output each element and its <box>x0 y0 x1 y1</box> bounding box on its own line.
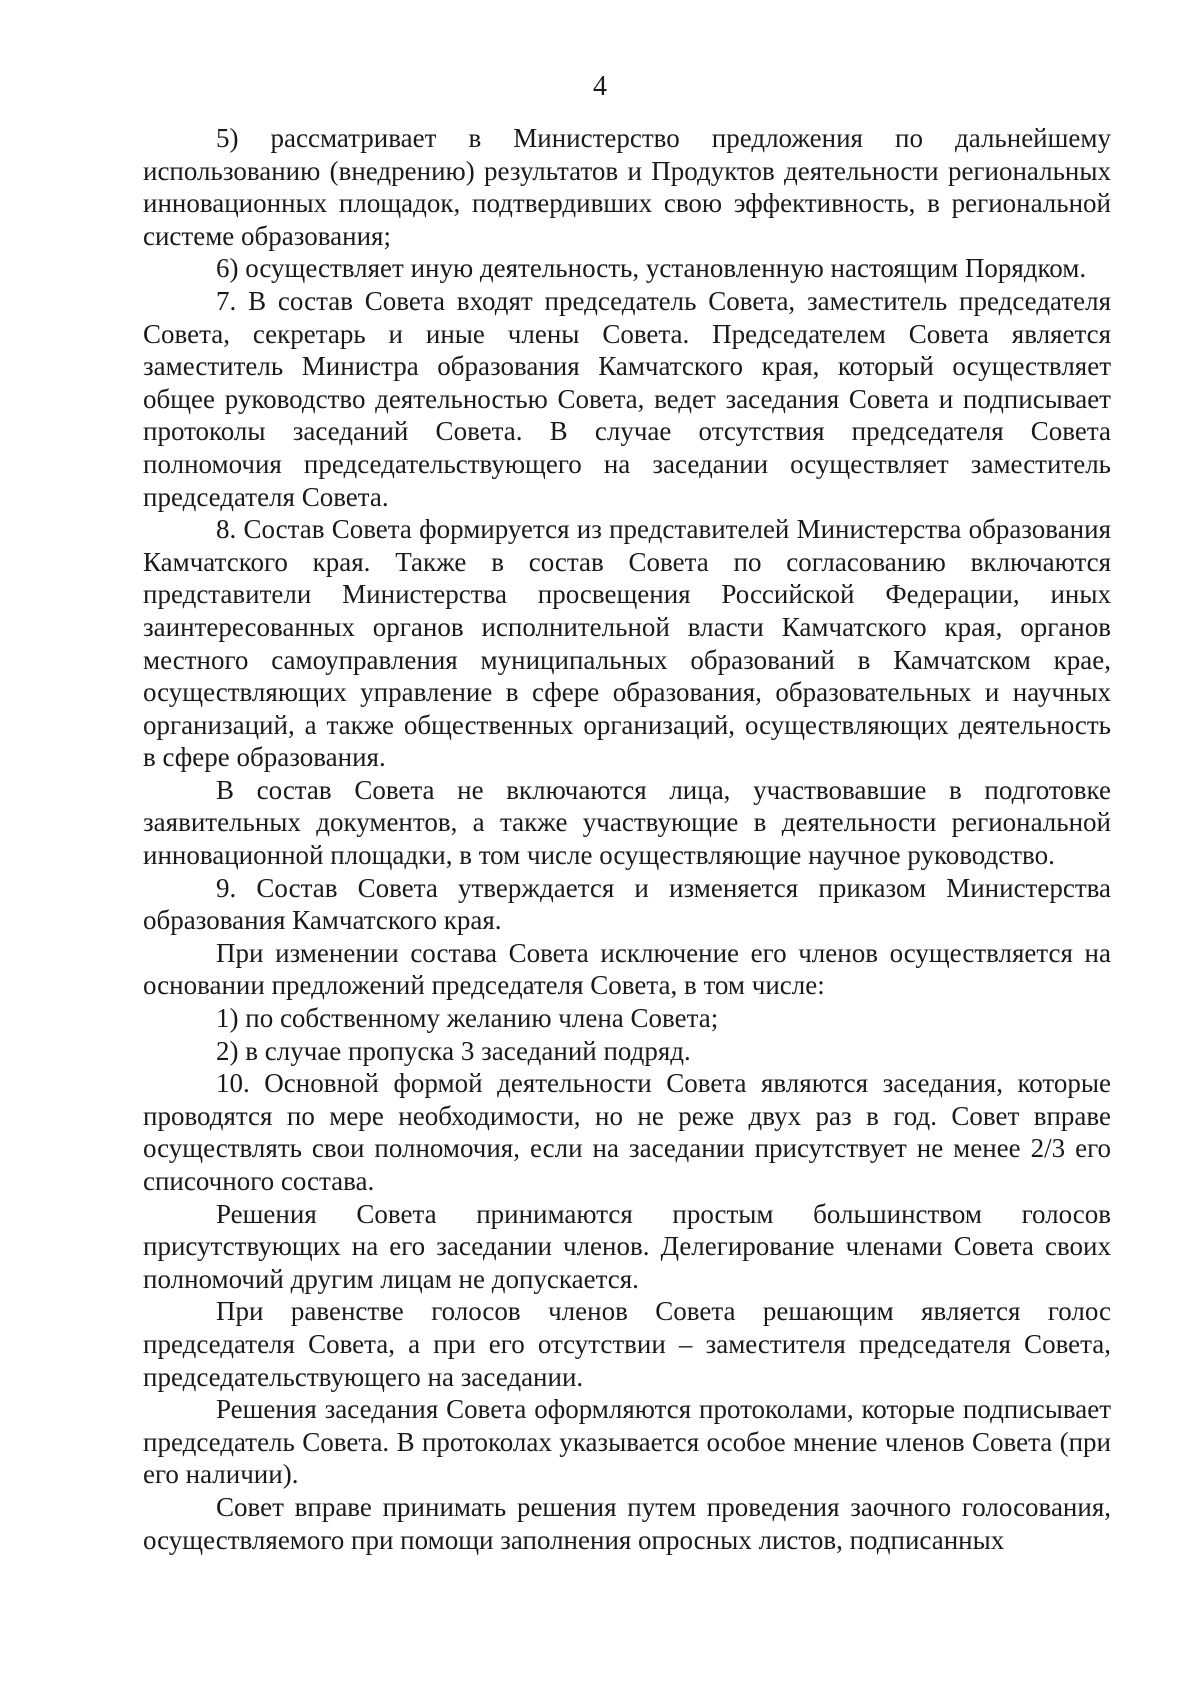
document-body <box>143 122 1111 1556</box>
paragraph-reason-1: 1) по собственному желанию члена Совета; <box>216 1003 719 1034</box>
paragraph-absentee-voting: Совет вправе принимать решения путем проведения заочного голосования, осуществляемого при помощи заполнения опросных листов, подписанных <box>143 1491 1111 1555</box>
paragraph-item-6: 6) осуществляет иную деятельность, установленную настоящим Порядком. <box>216 253 1087 284</box>
paragraph-reason-2: 2) в случае пропуска 3 заседаний подряд. <box>216 1035 691 1066</box>
paragraph-tie-vote: При равенстве голосов членов Совета решающим является голос председателя Совета, а при его отсутствии – заместителя председателя Совета, председательствующего на заседании. <box>143 1296 1111 1392</box>
paragraph-clause-8: 8. Состав Совета формируется из представителей Министерства образования Камчатского края. Также в состав Совета по согласованию включаются представители Министерства просвещения Российской Федерации, иных заинтересованных органов исполнительной власти Камчатского края, органов местного самоуправления муниципальных образований в Камчатском крае, осуществляющих управление в сфере образования, образовательных и научных организаций, а также общественных организаций, осуществляющих деятельность в сфере образования. <box>143 514 1111 773</box>
paragraph-decisions: Решения Совета принимаются простым большинством голосов присутствующих на его заседании членов. Делегирование членами Совета своих полномочий другим лицам не допускается. <box>143 1198 1111 1294</box>
paragraph-exclusions: В состав Совета не включаются лица, участвовавшие в подготовке заявительных документов, а также участвующие в деятельности региональной инновационной площадки, в том числе осуществляющие научное руководство. <box>143 774 1111 871</box>
paragraph-clause-9: 9. Состав Совета утверждается и изменяется приказом Министерства образования Камчатского края. <box>143 872 1111 936</box>
page-number: 4 <box>593 71 607 102</box>
paragraph-protocols: Решения заседания Совета оформляются протоколами, которые подписывает председатель Совета. В протоколах указывается особое мнение членов Совета (при его наличии). <box>143 1394 1111 1490</box>
paragraph-clause-10: 10. Основной формой деятельности Совета являются заседания, которые проводятся по мере необходимости, но не реже двух раз в год. Совет вправе осуществлять свои полномочия, если на заседании присутствует не менее 2/3 его списочного состава. <box>143 1068 1111 1196</box>
paragraph-item-5: 5) рассматривает в Министерство предложения по дальнейшему использованию (внедрению) результатов и Продуктов деятельности региональных инновационных площадок, подтвердивших свою эффективность, в региональной системе образования; <box>143 123 1111 251</box>
paragraph-clause-7: 7. В состав Совета входят председатель Совета, заместитель председателя Совета, секретарь и иные члены Совета. Председателем Совета является заместитель Министра образования Камчатского края, который осуществляет общее руководство деятельностью Совета, ведет заседания Совета и подписывает протоколы заседаний Совета. В случае отсутствия председателя Совета полномочия председательствующего на заседании осуществляет заместитель председателя Совета. <box>143 285 1111 512</box>
paragraph-membership-change: При изменении состава Совета исключение его членов осуществляется на основании предложений председателя Совета, в том числе: <box>143 937 1111 1001</box>
